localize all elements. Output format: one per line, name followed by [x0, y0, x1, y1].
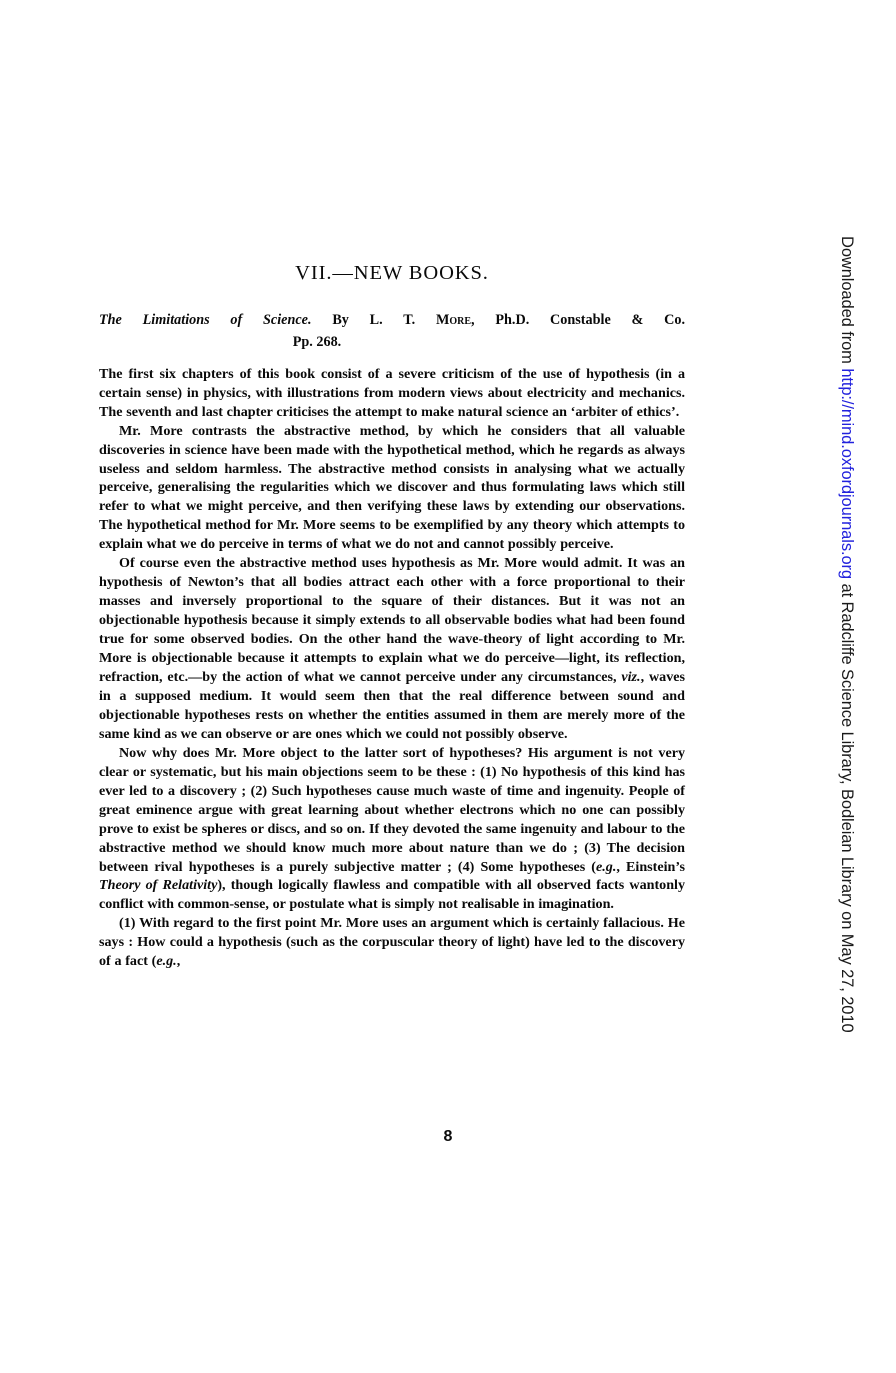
book-title: The Limitations of Science.	[99, 312, 312, 328]
download-stamp-prefix: Downloaded from	[838, 236, 856, 369]
italic-run: e.g.	[596, 858, 617, 875]
book-author-suffix: , Ph.D.	[471, 312, 530, 328]
paragraph	[99, 914, 685, 971]
text-run: Now why does Mr. More object to the latter sort of hypotheses? His argument is not very clear or systematic, but his main objections seem to be these : (1) No hypothesis of this kind has ever led to a discovery ; (2) Such hypotheses cause much waste of time and ingenuity. People of great eminence argue with great learning about whether electrons which no one can possibly prove to exist be spheres or discs, and so on. If they devoted the same ingenuity and labour to the abstractive method we should know much more about nature than we do ; (3) The decision between rival hypotheses is a purely subjective matter ; (4) Some hypotheses (	[99, 744, 685, 875]
book-page-count: Pp. 268.	[292, 333, 342, 350]
italic-run: Theory of Relativity	[99, 877, 218, 894]
text-run: ,	[176, 953, 181, 970]
folio-number: 8	[443, 1128, 453, 1145]
text-run: Mr. More contrasts the abstractive method, by which he considers that all valuable discoveries in science have been made with the hypothetical method, which he regards as always useless and seldom harmless. The abstractive method consists in analysing what we actually perceive, generalising the regularities which we discover and thus formulating laws which still refer to what we might perceive, and then verifying these laws by extending our observations. The hypothetical method for Mr. More seems to be exemplified by any theory which attempts to explain what we do perceive in terms of what we do not and cannot possibly perceive.	[99, 422, 685, 553]
paragraph	[99, 744, 685, 915]
paragraph	[99, 554, 685, 744]
text-column	[99, 262, 685, 971]
text-run: The first six chapters of this book consist of a severe criticism of the use of hypothesis (in a certain sense) in physics, with illustrations from modern views about electricity and mechanics. The seventh and last chapter criticises the attempt to make natural science an ‘arbiter of ethics’.	[99, 365, 685, 420]
review-body	[99, 365, 685, 972]
text-run: ), though logically flawless and compatible with all observed facts wantonly conflict with common-sense, or postulate what is simply not realisable in imagination.	[99, 877, 685, 913]
paragraph	[99, 365, 685, 422]
journal-url-link[interactable]: http://mind.oxfordjournals.org	[838, 368, 856, 580]
paragraph	[99, 422, 685, 555]
book-entry-line-1	[99, 311, 685, 330]
text-run: Of course even the abstractive method uses hypothesis as Mr. More would admit. It was an hypothesis of Newton’s that all bodies attract each other with a force proportional to their masses and inversely proportional to the square of their distances. But it was not an objectionable hypothesis because it simply extends to all observable bodies what had been found true for some observed bodies. On the other hand the wave-theory of light according to Mr. More is objectionable because it attempts to explain what we do perceive—light, its reflection, refraction, etc.—by the action of what we cannot perceive under any circumstances,	[99, 555, 685, 685]
text-run: , waves in a supposed medium. It would seem then that the real difference between sound and objectionable hypotheses rests on whether the entities assumed in them are merely more of the same kind as we can observe or are ones which we could not possibly observe.	[99, 668, 685, 742]
download-stamp-suffix: at Radcliffe Science Library, Bodleian Library on May 27, 2010	[838, 579, 856, 1033]
download-stamp	[837, 236, 856, 1033]
book-byline-prefix: By L. T.	[332, 312, 436, 328]
book-author: More	[435, 312, 472, 328]
book-publisher: Constable & Co.	[550, 312, 686, 328]
page-title: VII.—NEW BOOKS.	[295, 262, 489, 284]
italic-run: viz.	[621, 668, 641, 685]
text-run: (1) With regard to the first point Mr. More uses an argument which is certainly fallacious. He says : How could a hypothesis (such as the corpuscular theory of light) have led to the discovery of a fact (	[99, 915, 685, 970]
text-run: , Einstein’s	[616, 858, 685, 875]
italic-run: e.g.	[156, 953, 177, 970]
